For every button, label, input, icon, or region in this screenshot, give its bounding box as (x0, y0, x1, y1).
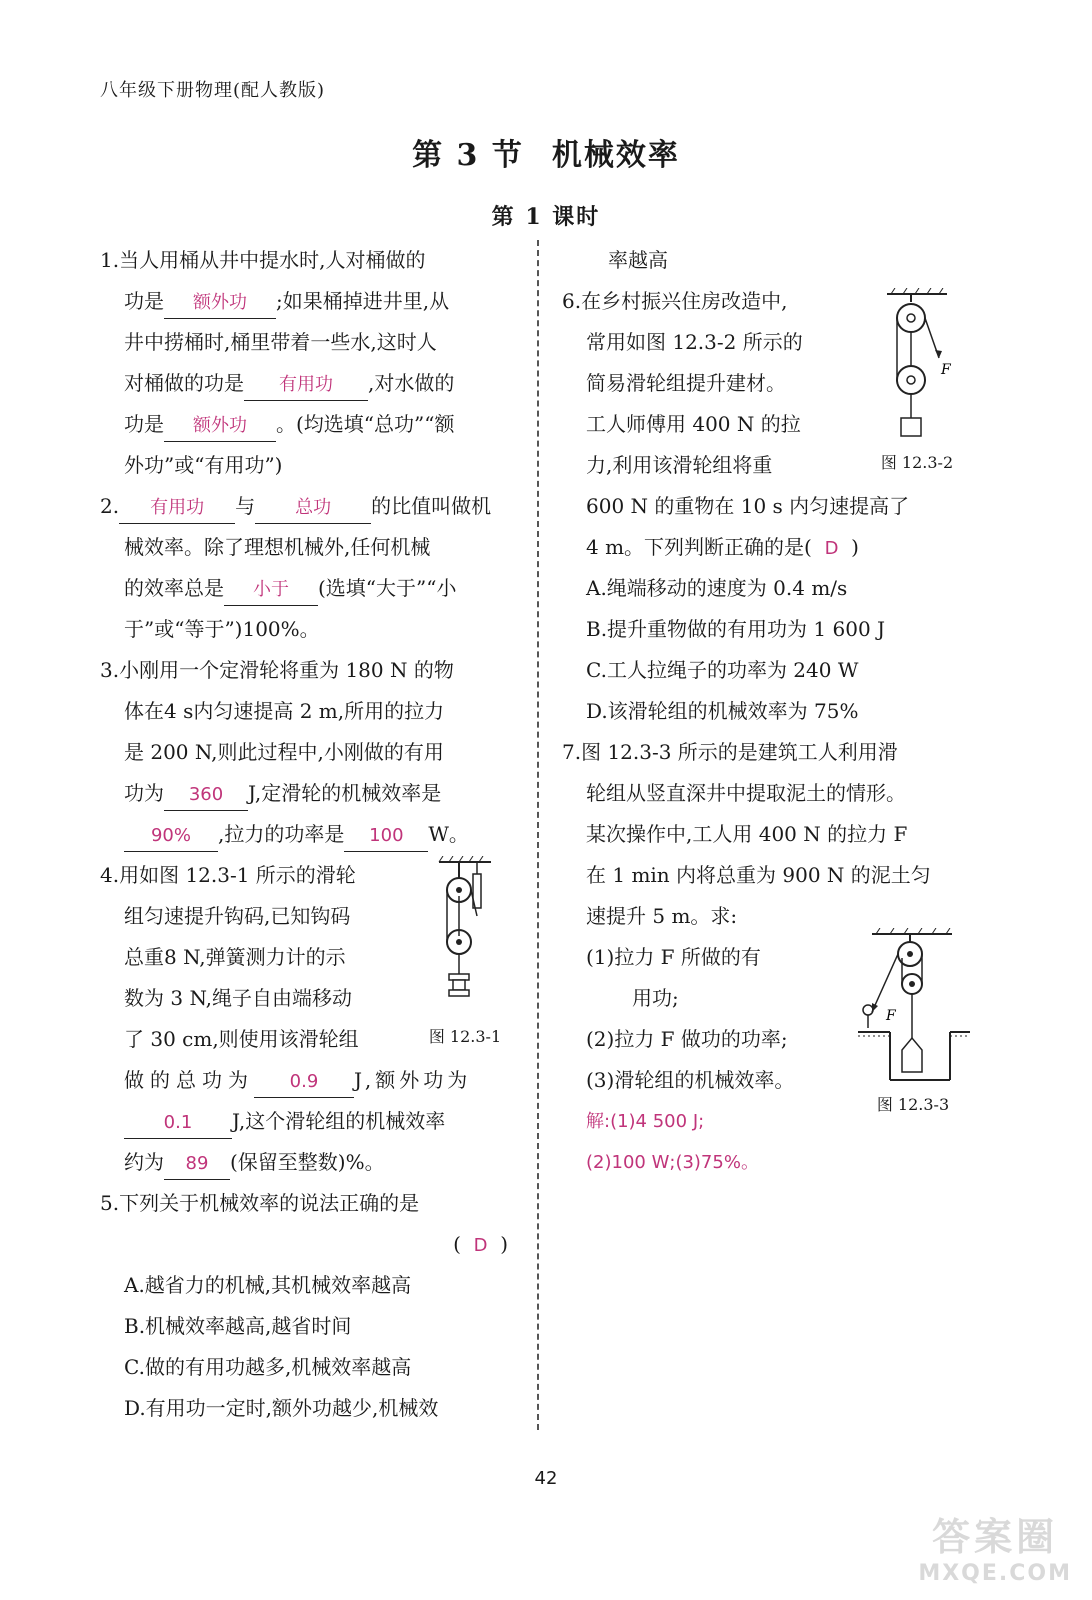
q3-answer1: 360 (164, 780, 248, 811)
q6-option-c: C.工人拉绳子的功率为 240 W (586, 658, 859, 682)
q6-line5: 力,利用该滑轮组将重 (586, 453, 773, 477)
q7-line2: 轮组从竖直深井中提取泥土的情形。 (586, 781, 906, 805)
q4-answer3: 89 (164, 1149, 230, 1180)
figure-12-3-2 (864, 288, 970, 473)
q4-line4: 数为 3 N,绳子自由端移动 (124, 986, 353, 1010)
q7-solution2: (2)100 W;(3)75%。 (586, 1152, 759, 1173)
section-name: 机械效率 (551, 138, 680, 173)
q1-line4: 对桶做的功是 有用功 ,对水做的 (100, 363, 512, 404)
force-label-f: F (941, 362, 951, 378)
figure-12-3-3 (852, 928, 974, 1115)
watermark-en: MXQE.COM (918, 1561, 1072, 1586)
column-divider (537, 240, 539, 1430)
figure-12-3-2-caption: 图 12.3-2 (880, 453, 954, 472)
q1-line1: 1.当人用桶从井中提水时,人对桶做的 (100, 248, 426, 272)
q4-answer1: 0.9 (254, 1067, 354, 1098)
q7-sub3: (3)滑轮组的机械效率。 (586, 1068, 795, 1092)
q3-line2: 体在4 s内匀速提高 2 m,所用的拉力 (124, 699, 445, 723)
force-label-f-2: F (886, 1008, 896, 1024)
well-pulley-icon (854, 928, 972, 1086)
pulley-system-2-icon (877, 288, 957, 440)
figure-12-3-1 (418, 856, 512, 1047)
q5-line1: 5.下列关于机械效率的说法正确的是 (100, 1191, 420, 1215)
q5-option-c: C.做的有用功越多,机械效率越高 (124, 1355, 412, 1379)
q4-line3: 总重8 N,弹簧测力计的示 (124, 945, 346, 969)
q5-option-b: B.机械效率越高,越省时间 (124, 1314, 352, 1338)
q6-line3: 简易滑轮组提升建材。 (586, 371, 786, 395)
q1-line3: 井中捞桶时,桶里带着一些水,这时人 (124, 330, 437, 354)
q1-line6: 外功”或“有用功”) (124, 453, 283, 477)
q2-answer3: 小于 (224, 575, 318, 606)
q2-answer1: 有用功 (119, 493, 235, 524)
q7-line3: 某次操作中,工人用 400 N 的拉力 F (586, 822, 908, 846)
q6-option-d: D.该滑轮组的机械效率为 75% (586, 699, 859, 723)
figure-12-3-3-caption: 图 12.3-3 (876, 1095, 950, 1114)
q4-line6: 做的总功为 0.9 J,额外功为 (100, 1060, 512, 1101)
q3-answer3: 100 (344, 821, 428, 852)
q4-line1: 4.用如图 12.3-1 所示的滑轮 (100, 863, 356, 887)
figure-12-3-1-caption: 图 12.3-1 (428, 1027, 502, 1046)
q3-line5: 90% ,拉力的功率是 100 W。 (100, 814, 512, 855)
q5-option-a: A.越省力的机械,其机械效率越高 (124, 1273, 412, 1297)
q6-line6: 600 N 的重物在 10 s 内匀速提高了 (586, 494, 910, 518)
q6-line2: 常用如图 12.3-2 所示的 (586, 330, 803, 354)
q5-answer-paren: ( D ) (453, 1232, 508, 1256)
q2-answer2: 总功 (255, 493, 371, 524)
page-number: 42 (534, 1468, 558, 1489)
q3-answer2: 90% (124, 821, 218, 852)
q6-line1: 6.在乡村振兴住房改造中, (562, 289, 788, 313)
lesson-subtitle: 第 1 课时 (491, 204, 601, 230)
q6-answer: D (824, 538, 839, 559)
q1-answer3: 额外功 (164, 411, 276, 442)
q3-line4: 功为 360 J,定滑轮的机械效率是 (100, 773, 512, 814)
q7-sub1: (1)拉力 F 所做的有 (586, 945, 761, 969)
q6-line7: 4 m。下列判断正确的是( D ) (586, 535, 859, 559)
left-column (100, 240, 512, 1429)
q4-line5: 了 30 cm,则使用该滑轮组 (124, 1027, 359, 1051)
q2-line2: 械效率。除了理想机械外,任何机械 (124, 535, 431, 559)
book-header: 八年级下册物理(配人教版) (100, 80, 326, 101)
pulley-system-1-icon (433, 856, 497, 1016)
q4-line7: 0.1 J,这个滑轮组的机械效率 (100, 1101, 512, 1142)
q1-answer1: 额外功 (164, 288, 276, 319)
q3-line1: 3.小刚用一个定滑轮将重为 180 N 的物 (100, 658, 454, 682)
q1-line2: 功是 额外功 ;如果桶掉进井里,从 (100, 281, 512, 322)
q7-line5: 速提升 5 m。求: (586, 904, 738, 928)
q7-line4: 在 1 min 内将总重为 900 N 的泥土匀 (586, 863, 931, 887)
q6-line4: 工人师傅用 400 N 的拉 (586, 412, 801, 436)
q2-line4: 于”或“等于”)100%。 (124, 617, 320, 641)
q5-option-d: D.有用功一定时,额外功越少,机械效 (124, 1396, 439, 1420)
q1-answer2: 有用功 (244, 370, 368, 401)
q7-sub1-cont: 用功; (632, 986, 679, 1010)
q4-answer2: 0.1 (124, 1108, 232, 1139)
section-title (0, 130, 1092, 174)
q2-line1: 2. 有用功 与 总功 的比值叫做机 (100, 486, 512, 527)
q4-line2: 组匀速提升钩码,已知钩码 (124, 904, 351, 928)
q7-line1: 7.图 12.3-3 所示的是建筑工人利用滑 (562, 740, 898, 764)
q5-option-d-cont: 率越高 (608, 248, 668, 272)
q3-line3: 是 200 N,则此过程中,小刚做的有用 (124, 740, 444, 764)
section-number: 第 3 节 (412, 138, 524, 173)
q6-option-a: A.绳端移动的速度为 0.4 m/s (586, 576, 848, 600)
q6-option-b: B.提升重物做的有用功为 1 600 J (586, 617, 886, 641)
q7-sub2: (2)拉力 F 做功的功率; (586, 1027, 788, 1051)
q7-solution1: 解:(1)4 500 J; (586, 1111, 705, 1132)
watermark-logo (918, 1506, 1072, 1586)
q1-line5: 功是 额外功 。(均选填“总功”“额 (100, 404, 512, 445)
q4-line8: 约为 89 (保留至整数)%。 (100, 1142, 512, 1183)
watermark-cn: 答案圈 (932, 1515, 1059, 1559)
q5-answer: D (473, 1235, 488, 1256)
q2-line3: 的效率总是 小于 (选填“大于”“小 (100, 568, 512, 609)
